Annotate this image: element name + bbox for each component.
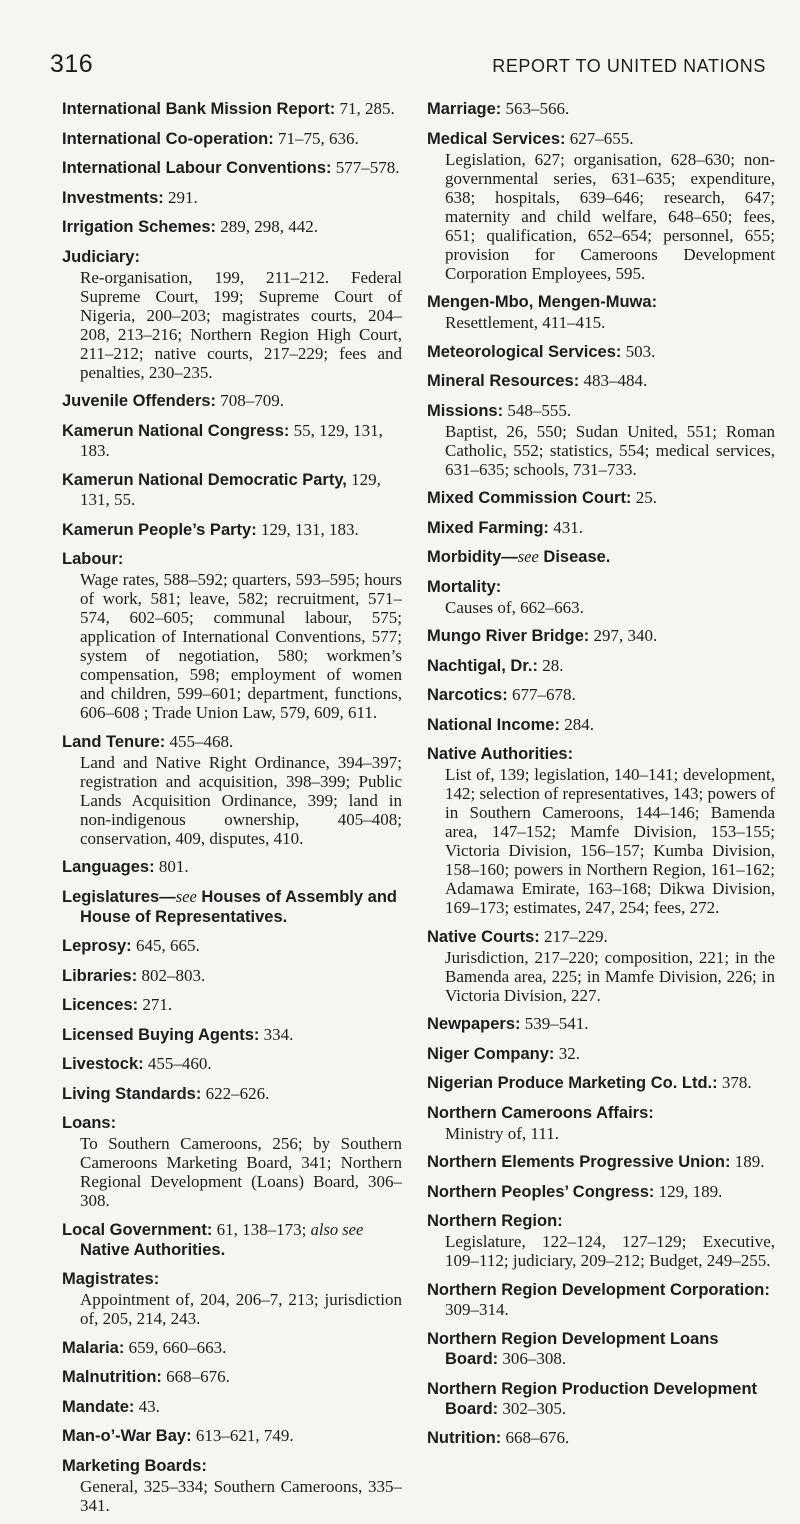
subentries: General, 325–334; Southern Cameroons, 335–341. [80,1476,402,1515]
index-heading [62,887,402,927]
heading-term: Loans: [62,1114,117,1132]
index-heading [427,1073,775,1093]
index-heading [62,391,402,411]
page-references: 28. [537,655,564,675]
heading-term: Northern Region Development Corporation: [427,1280,770,1299]
subentries: Re-organisation, 199, 211–212. Federal Supreme Court, 199; Supreme Court of Nigeria, 200–203; magistrates courts, 204–208, 213–216; Northern Region High Court, 211–212; native courts, 217–229; fees and penalties, 230–235. [80,267,402,382]
index-heading [62,1397,402,1417]
index-heading [427,342,775,362]
index-entry [62,1456,402,1515]
index-entry [427,1044,775,1064]
index-heading [62,188,402,208]
heading-term: Medical Services: [427,129,566,148]
index-entry [427,1103,775,1143]
index-entry [62,732,402,848]
page-references: 289, 298, 442. [216,217,319,236]
index-heading [427,626,775,646]
page-references: 801. [154,857,189,876]
index-heading [427,1103,775,1123]
page-references: 25. [631,488,657,507]
heading-term: Local Government: [62,1220,213,1239]
index-entry [427,1379,775,1419]
page-references: 802–803. [137,965,206,985]
index-entry [427,744,775,917]
heading-term: Languages: [62,858,155,876]
see-reference: see [517,547,539,566]
index-entry [62,1367,402,1387]
index-heading [427,1044,775,1064]
cross-reference-target: Native Authorities. [80,1240,226,1259]
heading-term: Libraries: [62,966,138,985]
heading-term: Irrigation Schemes: [62,218,217,236]
heading-term: Narcotics: [427,686,508,704]
page-references: 71–75, 636. [273,128,359,148]
heading-term: Land Tenure: [62,732,166,751]
index-heading [427,129,775,149]
heading-term: Niger Company: [427,1044,555,1063]
heading-term: Mixed Commission Court: [427,489,632,507]
index-column-left [62,99,402,1524]
page-references: 43. [134,1396,160,1416]
heading-term: Northern Peoples’ Congress: [427,1182,655,1201]
page-references: 271. [138,995,173,1014]
page-references: 577–578. [331,158,400,177]
heading-term: Licences: [62,996,139,1014]
heading-term: Mengen-Mbo, Mengen-Muwa: [427,293,658,311]
heading-term: Judiciary: [62,247,140,266]
index-entry [62,247,402,382]
index-entry [427,1428,775,1448]
cross-reference-target: Disease. [538,548,611,566]
page-references: 455–468. [165,731,234,751]
index-heading [62,129,402,149]
heading-term: Meteorological Services: [427,342,622,361]
index-entry [427,1152,775,1172]
index-heading [62,936,402,956]
index-heading [62,1025,402,1045]
heading-term: Mandate: [62,1397,135,1416]
heading-term: Marriage: [427,100,502,118]
subentries: Appointment of, 204, 206–7, 213; jurisdiction of, 205, 214, 243. [80,1290,402,1328]
index-heading [427,371,775,391]
index-heading [62,995,402,1015]
heading-term: Magistrates: [62,1270,160,1288]
index-heading [62,520,402,540]
heading-term: Legislatures— [62,887,176,906]
page-references: 61, 138–173; [212,1219,311,1239]
heading-term: Living Standards: [62,1084,202,1103]
heading-term: Nigerian Produce Marketing Co. Ltd.: [427,1074,718,1092]
page-references: 32. [554,1043,580,1063]
heading-term: Northern Region Production Development Board: [427,1379,758,1418]
see-reference: also see [310,1219,364,1239]
index-heading [427,927,775,947]
heading-term: Native Courts: [427,927,540,946]
page-references: 622–626. [201,1083,270,1103]
index-entry [62,936,402,956]
page-references: 668–676. [501,1428,570,1447]
index-entry [427,1182,775,1202]
heading-term: Native Authorities: [427,745,574,763]
heading-term: Mineral Resources: [427,372,580,390]
index-entry [62,99,402,119]
page-references: 378. [717,1073,752,1092]
page-references: 708–709. [216,391,285,410]
index-heading [62,1113,402,1133]
page-references: 483–484. [579,371,648,390]
heading-term: International Labour Conventions: [62,159,332,177]
index-entry [62,966,402,986]
heading-term: National Income: [427,715,560,734]
page-references: 129, 131, 183. [256,519,359,539]
index-entry [62,1084,402,1104]
page-references: 431. [548,517,583,537]
index-heading [62,732,402,752]
index-entry [427,1014,775,1034]
page-references: 189. [730,1152,765,1171]
page-references: 71, 285. [335,99,395,118]
index-heading [62,1220,402,1260]
index-entry [427,488,775,508]
index-entry [427,547,775,567]
page-references: 548–555. [503,400,572,420]
index-heading [427,547,775,567]
page-references: 306–308. [498,1349,567,1368]
page-references: 284. [559,714,594,734]
page-header [50,50,766,86]
index-entry [62,217,402,237]
page-references: 677–678. [507,685,576,704]
index-heading [62,966,402,986]
page-references: 309–314. [445,1299,509,1319]
heading-term: Northern Region Development Loans Board: [427,1330,719,1368]
heading-term: Newpapers: [427,1015,521,1033]
index-heading [427,1379,775,1419]
heading-term: Labour: [62,550,124,568]
page-references: 334. [259,1024,294,1044]
heading-term: Man-o’-War Bay: [62,1427,192,1445]
page-references: 645, 665. [131,936,200,955]
index-heading [427,488,775,508]
index-heading [62,1426,402,1446]
index-heading [62,1456,402,1476]
index-heading [427,685,775,705]
page-references: 129, 131, 55. [80,470,381,509]
page-references: 297, 340. [589,626,658,645]
page-references: 627–655. [565,128,634,148]
page-references: 659, 660–663. [124,1337,227,1357]
heading-term: Mortality: [427,577,502,596]
index-heading [62,421,402,461]
subentries: Ministry of, 111. [445,1123,559,1143]
heading-term: Northern Elements Progressive Union: [427,1153,731,1171]
heading-term: Leprosy: [62,937,132,955]
index-entry [62,1397,402,1417]
index-entry [62,549,402,722]
index-entry [62,188,402,208]
index-entry [427,1073,775,1093]
heading-term: International Co-operation: [62,129,274,148]
index-entry [427,626,775,646]
index-heading [62,1054,402,1074]
heading-term: Mungo River Bridge: [427,627,590,645]
index-heading [427,1182,775,1202]
index-entry [62,391,402,411]
heading-term: Licensed Buying Agents: [62,1025,260,1044]
heading-term: Missions: [427,401,504,420]
heading-term: Mixed Farming: [427,518,549,537]
index-entry [62,887,402,927]
index-entry [62,158,402,178]
index-entry [62,1426,402,1446]
index-entry [427,292,775,332]
index-heading [62,857,402,877]
index-entry [62,1269,402,1328]
index-heading [62,470,402,510]
index-entry [427,927,775,1005]
index-heading [427,1280,775,1320]
see-reference: see [175,886,197,906]
page-number: 316 [50,50,94,78]
index-column-right [427,99,775,1458]
subentries: List of, 139; legislation, 140–141; development, 142; selection of representatives, 143; powers of in Southern Cameroons, 144–146; Bamenda area, 147–152; Mamfe Division, 153–155; Victoria Division, 156–157; Kumba Division, 158–160; powers in Northern Region, 161–162; Adamawa Emirate, 163–168; Dikwa Division, 169–173; estimates, 247, 254; fees, 272. [445,765,775,917]
page-references: 613–621, 749. [191,1426,294,1445]
running-head: REPORT TO UNITED NATIONS [492,56,766,76]
index-heading [427,401,775,421]
heading-term: Juvenile Offenders: [62,392,217,410]
index-entry [427,401,775,479]
heading-term: International Bank Mission Report: [62,100,336,118]
heading-term: Kamerun National Democratic Party, [62,471,347,489]
subentries: Resettlement, 411–415. [445,313,606,332]
page-references: 302–305. [498,1398,567,1418]
index-entry [62,421,402,461]
heading-term: Investments: [62,188,164,207]
subentries: Legislature, 122–124, 127–129; Executive, 109–112; judiciary, 209–212; Budget, 249–255. [445,1232,775,1270]
heading-term: Nachtigal, Dr.: [427,656,538,675]
index-entry [427,656,775,676]
subentries: To Southern Cameroons, 256; by Southern Cameroons Marketing Board, 341; Northern Regional Development (Loans) Board, 306–308. [80,1134,402,1210]
heading-term: Malaria: [62,1338,125,1357]
heading-term: Northern Region: [427,1212,563,1230]
index-heading [62,99,402,119]
index-entry [427,371,775,391]
index-entry [427,577,775,617]
page-references: 291. [163,187,198,207]
index-entry [62,995,402,1015]
index-entry [62,1025,402,1045]
index-heading [427,715,775,735]
index-entry [62,1220,402,1260]
heading-term: Marketing Boards: [62,1456,207,1475]
index-heading [62,549,402,569]
index-heading [62,1084,402,1104]
page-references: 539–541. [520,1014,589,1033]
subentries: Baptist, 26, 550; Sudan United, 551; Roman Catholic, 552; statistics, 554; medical services, 631–635; schools, 731–733. [445,421,775,479]
page-references: 217–229. [539,926,608,946]
index-heading [427,1152,775,1172]
heading-term: Kamerun People’s Party: [62,520,257,539]
page-references: 563–566. [501,99,570,118]
index-heading [62,247,402,267]
index-entry [427,99,775,119]
heading-term: Morbidity— [427,548,518,566]
heading-term: Livestock: [62,1055,144,1073]
index-entry [62,470,402,510]
index-heading [427,744,775,764]
index-heading [427,292,775,312]
index-heading [427,99,775,119]
index-heading [427,1428,775,1448]
index-entry [427,1329,775,1369]
subentries: Legislation, 627; organisation, 628–630; non-governmental series, 631–635; expenditure, 638; hospitals, 639–646; research, 647; maternity and child welfare, 648–650; fees, 651; qualification, 652–654; personnel, 655; provision for Cameroons Development Corporation Employees, 595. [445,149,775,283]
index-heading [62,158,402,178]
index-entry [62,1338,402,1358]
subentries: Land and Native Right Ordinance, 394–397; registration and acquisition, 398–399; Public Lands Acquisition Ordinance, 399; land in non-indigenous ownership, 405–408; conservation, 409, disputes, 410. [80,752,402,848]
index-entry [427,518,775,538]
index-heading [427,518,775,538]
subentries: Wage rates, 588–592; quarters, 593–595; hours of work, 581; leave, 582; recruitment, 571–574, 602–605; communal labour, 575; application of International Conventions, 577; system of negotiation, 580; workmen’s compensation, 598; employment of women and children, 599–601; department, functions, 606–608 ; Trade Union Law, 579, 609, 611. [80,570,402,722]
page-references: 668–676. [161,1367,230,1386]
heading-term: Kamerun National Congress: [62,421,290,440]
index-heading [62,1367,402,1387]
index-entry [427,1280,775,1320]
heading-term: Nutrition: [427,1429,502,1447]
index-entry [427,715,775,735]
index-entry [62,1113,402,1210]
index-entry [427,129,775,283]
heading-term: Malnutrition: [62,1368,162,1386]
index-entry [62,857,402,877]
index-heading [427,656,775,676]
index-entry [427,342,775,362]
index-entry [62,129,402,149]
index-entry [62,1054,402,1074]
page-references: 503. [621,341,656,361]
page-references: 455–460. [143,1054,212,1073]
index-heading [427,1329,775,1369]
subentries: Causes of, 662–663. [445,597,584,617]
subentries: Jurisdiction, 217–220; composition, 221; in the Bamenda area, 225; in Mamfe Division, 226; in Victoria Division, 227. [445,947,775,1005]
page-references: 129, 189. [654,1181,723,1201]
index-heading [427,1014,775,1034]
page-references: 55, 129, 131, 183. [80,420,383,460]
index-heading [62,1338,402,1358]
index-heading [427,577,775,597]
cross-reference-target: Houses of Assembly and House of Representatives. [80,887,397,926]
index-heading [62,217,402,237]
index-entry [427,1211,775,1270]
heading-term: Northern Cameroons Affairs: [427,1103,654,1122]
index-heading [427,1211,775,1231]
index-entry [62,520,402,540]
index-entry [427,685,775,705]
index-heading [62,1269,402,1289]
